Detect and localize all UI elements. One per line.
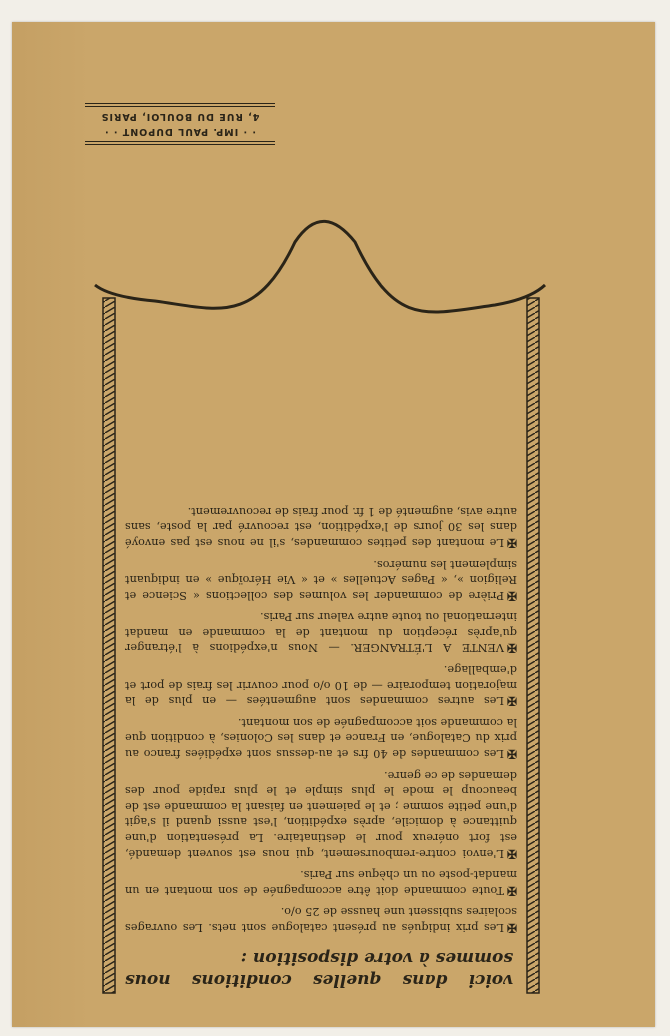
imprint-rule bbox=[85, 103, 275, 104]
frame-post-right bbox=[103, 298, 115, 993]
paragraph-payment: ✠Toute commande doit être accompagnée de son montant en un mandat-poste ou un chèque sur Paris. bbox=[125, 868, 517, 898]
imprint-rule bbox=[85, 141, 275, 142]
cross-bullet-icon: ✠ bbox=[506, 694, 517, 709]
paragraph-collections: ✠Prière de commander les volumes des collections « Science et Religion », « Pages Actuelles » et « Vie Héroïque » en indiquant simplement les numéros. bbox=[125, 557, 517, 603]
intro-heading: voici dans quelles conditions nous sommes à votre disposition : bbox=[125, 948, 513, 990]
printer-imprint bbox=[85, 101, 275, 147]
cross-bullet-icon: ✠ bbox=[506, 921, 517, 935]
printer-name: · · IMP. PAUL DUPONT · · bbox=[103, 126, 257, 137]
paragraph-cash-on-delivery: ✠L'envoi contre-remboursement, qui nous est souvent demandé, est fort onéreux pour le destinataire. La présentation d'une quittance à domicile, après expédition, l'est aussi quand il s'agit d'une petite somme ; et le paiement en faisant la commande est de beaucoup le mode le plus simple et le plus rapide pour des demandes de ce genre. bbox=[125, 768, 517, 861]
paper-sheet bbox=[12, 22, 655, 1027]
imprint-rule bbox=[85, 144, 275, 145]
paragraph-free-shipping: ✠Les commandes de 40 frs et au-dessus sont expédiées franco au prix du Catalogue, en France et dans les Colonies, à condition que la commande soit accompagnée de son montant. bbox=[125, 715, 517, 762]
paragraph-surcharge: ✠Les autres commandes sont augmentées — en plus de la majoration temporaire — de 10 o/o pour couvrir les frais de port et d'emballage. bbox=[125, 663, 517, 709]
cross-bullet-icon: ✠ bbox=[506, 535, 517, 550]
paragraph-small-orders: ✠Le montant des petites commandes, s'il ne nous est pas envoyé dans les 30 jours de l'expédition, est recouvré par la poste, sans autre avis, augmenté de 1 fr. pour frais de recouvrement. bbox=[125, 504, 517, 550]
frame-arch bbox=[95, 221, 545, 312]
cross-bullet-icon: ✠ bbox=[506, 747, 517, 762]
printer-address: 4, RUE DU BOULOI, PARIS bbox=[100, 111, 260, 122]
conditions-text bbox=[125, 497, 517, 991]
paragraph-prices: ✠Les prix indiqués au présent catalogue sont nets. Les ouvrages scolaires subissent une hausse de 25 o/o. bbox=[125, 905, 517, 935]
cross-bullet-icon: ✠ bbox=[506, 846, 517, 861]
printed-face bbox=[12, 22, 655, 1027]
frame-arch-inner bbox=[103, 215, 539, 300]
imprint-rule bbox=[85, 106, 275, 107]
frame-post-left bbox=[527, 298, 539, 993]
cross-bullet-icon: ✠ bbox=[506, 883, 517, 898]
paragraph-foreign-sales: ✠VENTE A L'ÉTRANGER. — Nous n'expédions à l'étranger qu'après réception du montant de la commande en mandat international ou toute autre valeur sur Paris. bbox=[125, 610, 517, 656]
cross-bullet-icon: ✠ bbox=[506, 588, 517, 603]
cross-bullet-icon: ✠ bbox=[506, 641, 517, 656]
